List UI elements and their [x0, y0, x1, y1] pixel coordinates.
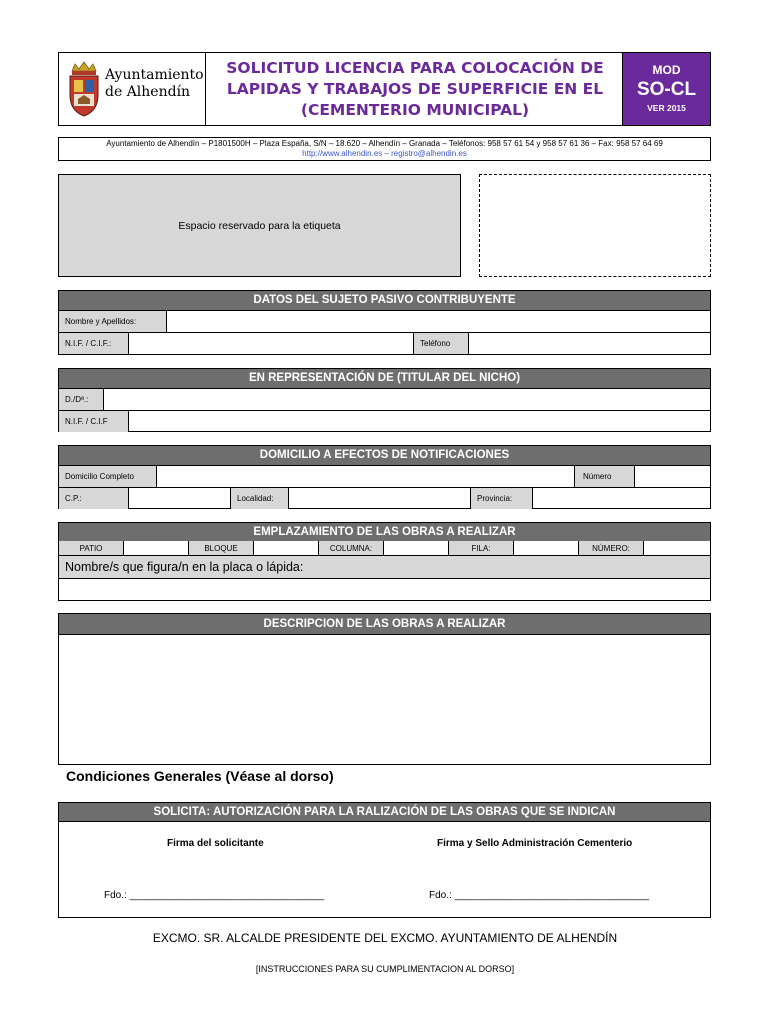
- org-name-line1: Ayuntamiento: [105, 67, 204, 83]
- form-title: [205, 53, 625, 125]
- cp-field[interactable]: [129, 488, 231, 509]
- numero-field[interactable]: [635, 466, 710, 487]
- title-line1: SOLICITUD LICENCIA PARA COLOCACIÓN DE: [226, 58, 604, 77]
- telefono-field[interactable]: [469, 333, 710, 354]
- representado-field[interactable]: [104, 389, 710, 410]
- logo-area: [59, 53, 206, 125]
- columna-field[interactable]: [384, 541, 449, 555]
- section-solicita: [58, 802, 711, 918]
- numero-label: NÚMERO:: [579, 541, 644, 555]
- addressee-line: EXCMO. SR. ALCALDE PRESIDENTE DEL EXCMO. AYUNTAMIENTO DE ALHENDÍN: [152, 931, 618, 945]
- nif-field[interactable]: [129, 333, 414, 354]
- numero-field[interactable]: [644, 541, 710, 555]
- cp-label: C.P.:: [59, 488, 129, 509]
- section-title: EMPLAZAMIENTO DE LAS OBRAS A REALIZAR: [59, 523, 710, 541]
- bloque-field[interactable]: [254, 541, 319, 555]
- label-reserved-area: [58, 174, 461, 277]
- section-domicilio: [58, 445, 711, 509]
- localidad-label: Localidad:: [231, 488, 289, 509]
- firma-admin-label: Firma y Sello Administración Cementerio: [437, 838, 633, 849]
- model-code-box: [622, 53, 710, 125]
- descripcion-field[interactable]: [59, 634, 710, 765]
- columna-label: COLUMNA:: [319, 541, 384, 555]
- coat-of-arms-icon: [67, 61, 101, 117]
- section-title: SOLICITA: AUTORIZACIÓN PARA LA RALIZACIÓN DE LAS OBRAS QUE SE INDICAN: [59, 803, 710, 821]
- section-title: EN REPRESENTACIÓN DE (TITULAR DEL NICHO): [59, 369, 710, 388]
- address-bar: [58, 137, 711, 161]
- fdo-admin-line[interactable]: Fdo.: ___________________________________: [429, 890, 650, 901]
- section-emplazamiento: [58, 522, 711, 601]
- section-sujeto-pasivo: [58, 290, 711, 355]
- form-version: VER 2015: [647, 103, 686, 113]
- mod-label: MOD: [652, 63, 681, 77]
- firma-solicitante-label: Firma del solicitante: [167, 838, 264, 849]
- link-separator: –: [382, 149, 392, 158]
- provincia-label: Provincia:: [471, 488, 533, 509]
- contact-links: [59, 149, 710, 159]
- condiciones-heading: Condiciones Generales (Véase al dorso): [66, 768, 334, 784]
- email-link[interactable]: registro@alhendin.es: [391, 149, 467, 158]
- telefono-label: Teléfono: [414, 333, 469, 354]
- instructions-note: [INSTRUCCIONES PARA SU CUMPLIMENTACION AL DORSO]: [255, 964, 515, 974]
- bloque-label: BLOQUE: [189, 541, 254, 555]
- nif-field[interactable]: [129, 411, 710, 432]
- nif-label: N.I.F. / C.I.F.:: [59, 333, 129, 354]
- section-title: DATOS DEL SUJETO PASIVO CONTRIBUYENTE: [59, 291, 710, 310]
- patio-label: PATIO: [59, 541, 124, 555]
- website-link[interactable]: http://www.alhendin.es: [302, 149, 383, 158]
- label-reserved-text: Espacio reservado para la etiqueta: [178, 219, 341, 232]
- title-line3: (CEMENTERIO MUNICIPAL): [300, 100, 530, 119]
- nombres-field[interactable]: [59, 579, 710, 601]
- nif-label: N.I.F. / C.I.F: [59, 411, 129, 432]
- patio-field[interactable]: [124, 541, 189, 555]
- nombres-label: Nombre/s que figura/n en la placa o lápida:: [65, 560, 304, 574]
- fila-field[interactable]: [514, 541, 579, 555]
- domicilio-label: Domicilio Completo: [59, 466, 157, 487]
- section-representacion: [58, 368, 711, 432]
- fdo-solicitante-line[interactable]: Fdo.: ___________________________________: [104, 890, 325, 901]
- form-header: [58, 52, 711, 126]
- localidad-field[interactable]: [289, 488, 471, 509]
- section-title: DOMICILIO A EFECTOS DE NOTIFICACIONES: [59, 446, 710, 465]
- nombre-label: Nombre y Apellidos:: [59, 311, 167, 332]
- numero-label: Número: [575, 466, 635, 487]
- fila-label: FILA:: [449, 541, 514, 555]
- d-label: D./Dª.:: [59, 389, 104, 410]
- address-line: Ayuntamiento de Alhendín – P1801500H – Plaza España, S/N – 18.620 – Alhendín – Granada – Teléfonos: 958 57 61 54 y 958 57 61 36 – Fax: 958 57 64 69: [106, 139, 663, 148]
- org-name-line2: de Alhendín: [105, 84, 191, 100]
- title-line2: LAPIDAS Y TRABAJOS DE SUPERFICIE EN EL: [226, 79, 604, 98]
- section-descripcion: [58, 613, 711, 765]
- provincia-field[interactable]: [533, 488, 710, 509]
- registry-stamp-area: [479, 174, 711, 277]
- section-title: DESCRIPCION DE LAS OBRAS A REALIZAR: [59, 614, 710, 634]
- form-code: SO-CL: [636, 79, 697, 100]
- domicilio-field[interactable]: [157, 466, 575, 487]
- nombre-field[interactable]: [167, 311, 710, 332]
